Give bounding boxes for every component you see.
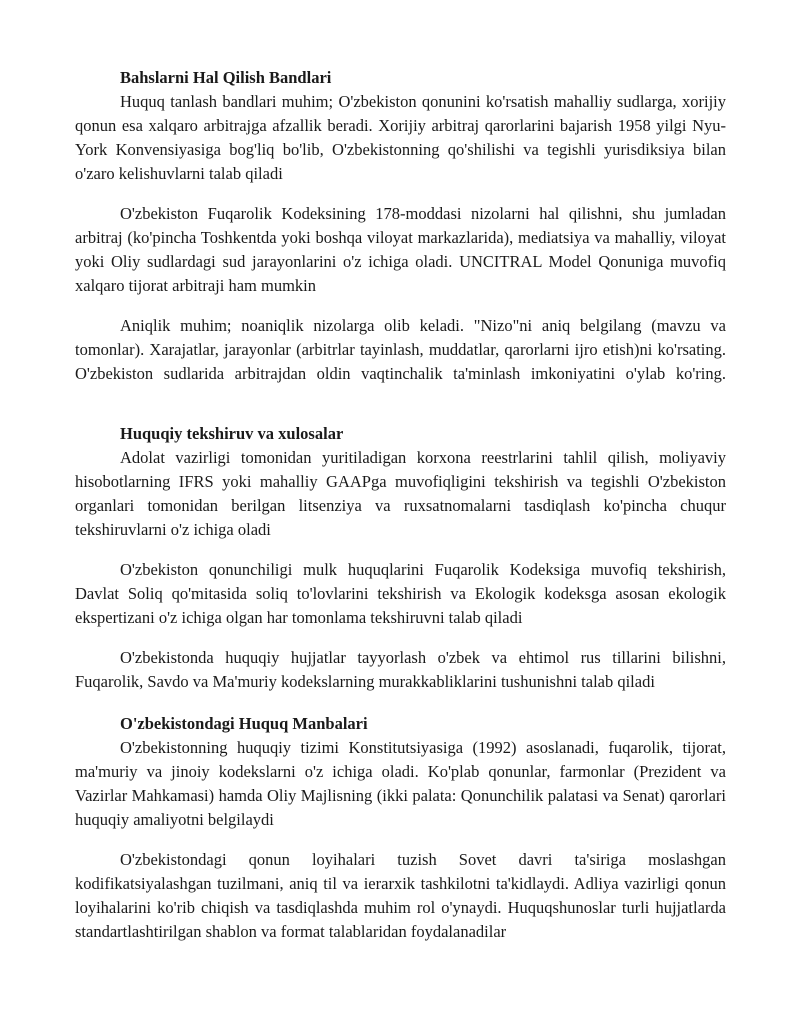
paragraph: O'zbekistonda huquqiy hujjatlar tayyorlash o'zbek va ehtimol rus tillarini bilishni, Fuqarolik, Savdo va Ma'muriy kodekslarning murakkabliklarini tushunishni talab qiladi: [75, 648, 726, 691]
paragraph: Huquq tanlash bandlari muhim; O'zbekiston qonunini ko'rsatish mahalliy sudlarga, xorijiy qonun esa xalqaro arbitrajga afzallik beradi. Xorijiy arbitraj qarorlarini bajarish 1958 yilgi Nyu-York Konvensiyasiga bog'liq bo'lib, O'zbekistonning qo'shilishi va tegishli yurisdiksiya bilan o'zaro kelishuvlarni talab qiladi: [75, 92, 726, 183]
paragraph: Aniqlik muhim; noaniqlik nizolarga olib keladi. "Nizo"ni aniq belgilang (mavzu va tomonlar). Xarajatlar, jarayonlar (arbitrlar tayinlash, muddatlar, qarorlarni ijro etish)ni ko'rsating. O'zbekiston sudlarida arbitrajdan oldin vaqtinchalik ta'minlash imkoniyatini o'ylab ko'ring.: [75, 316, 726, 383]
section-heading-legal-sources: O'zbekistondagi Huquq Manbalari: [120, 714, 368, 733]
document-page: [75, 66, 726, 960]
paragraph: Adolat vazirligi tomonidan yuritiladigan korxona reestrlarini tahlil qilish, moliyaviy hisobotlarning IFRS yoki mahalliy GAAPga muvofiqligini tekshirish va tegishli O'zbekiston organlari tomonidan berilgan litsenziya va ruxsatnomalarni tasdiqlash ko'pincha chuqur tekshiruvlarni o'z ichiga oladi: [75, 448, 726, 539]
paragraph: O'zbekiston qonunchiligi mulk huquqlarini Fuqarolik Kodeksiga muvofiq tekshirish, Davlat Soliq qo'mitasida soliq to'lovlarini tekshirish va Ekologik kodeksga asosan ekologik ekspertizani o'z ichiga olgan har tomonlama tekshiruvni talab qiladi: [75, 560, 726, 627]
section-heading-due-diligence: Huquqiy tekshiruv va xulosalar: [120, 424, 344, 443]
section-heading-dispute-resolution: Bahslarni Hal Qilish Bandlari: [120, 68, 332, 87]
paragraph: O'zbekistondagi qonun loyihalari tuzish Sovet davri ta'siriga moslashgan kodifikatsiyalashgan tuzilmani, aniq til va ierarxik tashkilotni ta'kidlaydi. Adliya vazirligi qonun loyihalarini ko'rib chiqish va tasdiqlashda muhim rol o'ynaydi. Huquqshunoslar turli hujjatlarda standartlashtirilgan shablon va format talablaridan foydalanadilar: [75, 850, 726, 941]
paragraph: O'zbekistonning huquqiy tizimi Konstitutsiyasiga (1992) asoslanadi, fuqarolik, tijorat, ma'muriy va jinoiy kodekslarni o'z ichiga oladi. Ko'plab qonunlar, farmonlar (Prezident va Vazirlar Mahkamasi) hamda Oliy Majlisning (ikki palata: Qonunchilik palatasi va Senat) qarorlari huquqiy amaliyotni belgilaydi: [75, 738, 726, 829]
paragraph: O'zbekiston Fuqarolik Kodeksining 178-moddasi nizolarni hal qilishni, shu jumladan arbitraj (ko'pincha Toshkentda yoki boshqa viloyat markazlarida), mediatsiya va mahalliy, viloyat yoki Oliy sudlardagi sud jarayonlarini o'z ichiga oladi. UNCITRAL Model Qonuniga muvofiq xalqaro tijorat arbitraji ham mumkin: [75, 204, 726, 295]
